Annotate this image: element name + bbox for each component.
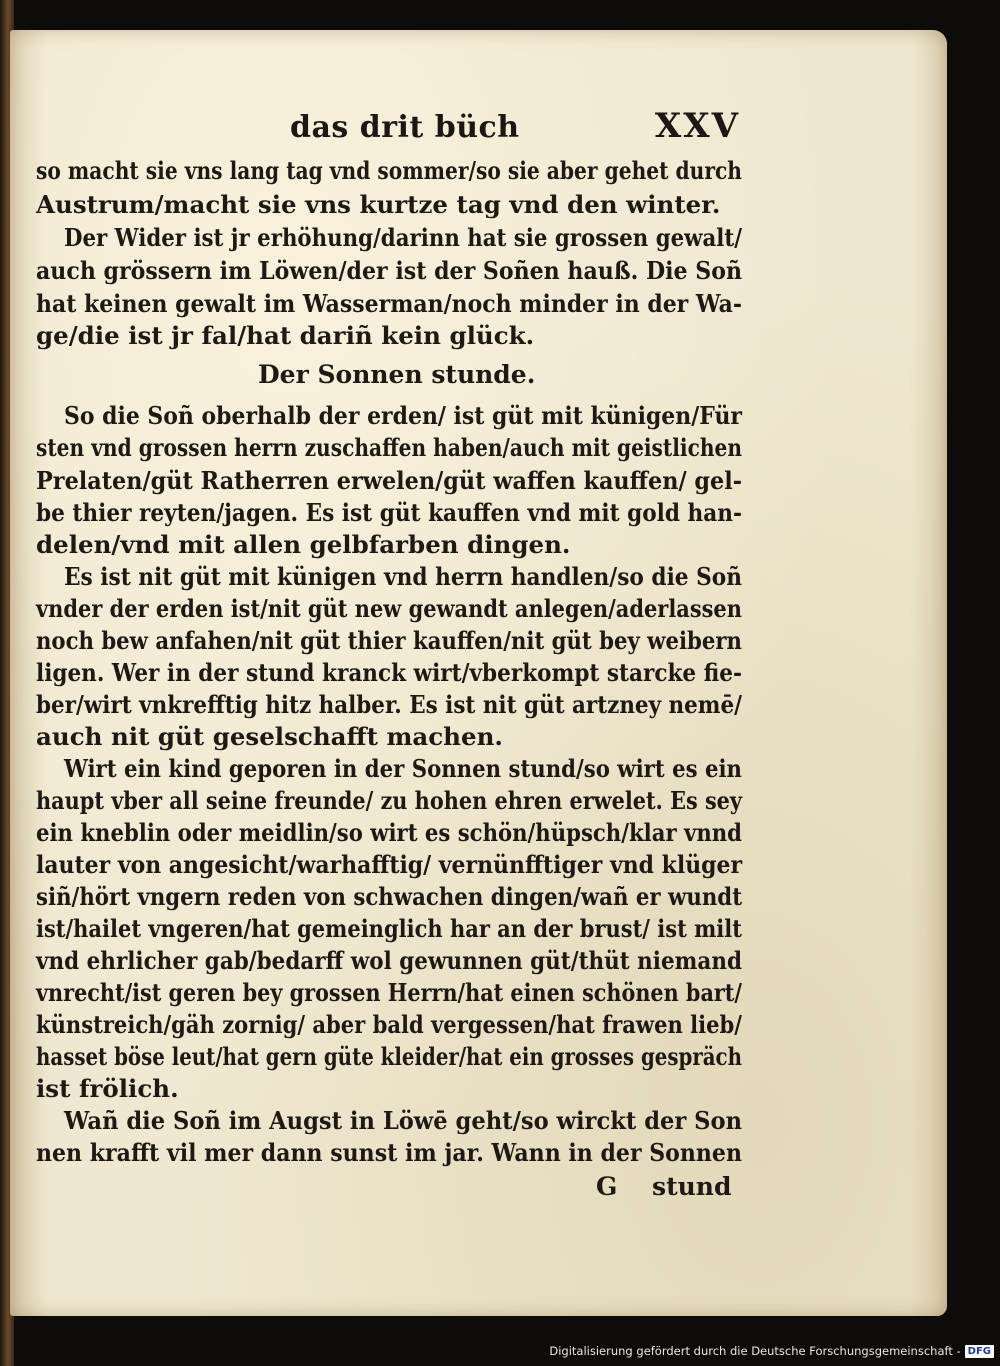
folio-number: XXV [654,106,740,146]
text-line: delen/vnd mit allen gelbfarben dingen. [36,530,571,559]
running-head: das drit büch [290,110,520,145]
catchword: stund [652,1172,732,1201]
text-line: Prelaten/güt Ratherren erwelen/güt waffen kauffen/ gel- [36,466,743,495]
text-line: siñ/hört vngern reden von schwachen dingen/wañ er wundt [36,882,743,911]
text-line: vnd ehrlicher gab/bedarff wol gewunnen güt/thüt niemand [36,946,742,975]
text-line: vnder der erden ist/nit güt new gewandt anlegen/aderlassen [36,594,742,623]
text-line: noch bew anfahen/nit güt thier kauffen/nit güt bey weibern [36,626,742,655]
text-line: Der Wider ist jr erhöhung/darinn hat sie grossen gewalt/ [64,223,743,252]
text-line: Wañ die Soñ im Augst in Löwē geht/so wirckt der Son [64,1106,743,1135]
text-line: ist/hailet vngeren/hat gemeinglich har an der brust/ ist milt [36,914,742,943]
text-line: ge/die ist jr fal/hat dariñ kein glück. [36,321,535,350]
text-line: nen krafft vil mer dann sunst im jar. Wann in der Sonnen [36,1138,742,1167]
text-line: lauter von angesicht/warhafftig/ vernünfftiger vnd klüger [36,850,743,879]
text-line: so macht sie vns lang tag vnd sommer/so sie aber gehet durch [36,156,742,185]
text-line: ist frölich. [36,1074,179,1103]
text-line: Austrum/macht sie vns kurtze tag vnd den winter. [36,190,721,219]
text-line: ber/wirt vnkrefftig hitz halber. Es ist nit güt artzney nemē/ [36,690,743,719]
digitization-credit [549,1344,994,1358]
catchword-line [596,1172,756,1206]
credit-text: Digitalisierung gefördert durch die Deutsche Forschungsgemeinschaft - [549,1344,961,1358]
signature-mark: G [596,1172,618,1201]
text-line: So die Soñ oberhalb der erden/ ist güt mit künigen/Für [64,401,742,430]
text-line: ligen. Wer in der stund kranck wirt/vberkompt starcke fie- [36,658,742,687]
dfg-logo: DFG [965,1345,994,1358]
text-line: vnrecht/ist geren bey grossen Herrn/hat einen schönen bart/ [36,978,742,1007]
section-heading: Der Sonnen stunde. [258,360,536,389]
text-line: haupt vber all seine freunde/ zu hohen ehren erwelet. Es sey [36,786,743,815]
text-line: Es ist nit güt mit künigen vnd herrn handlen/so die Soñ [64,562,743,591]
text-line: künstreich/gäh zornig/ aber bald vergessen/hat frawen lieb/ [36,1010,742,1039]
page-header [290,106,740,154]
text-line: hat keinen gewalt im Wasserman/noch minder in der Wa- [36,289,742,318]
text-line: hasset böse leut/hat gern güte kleider/hat ein grosses gespräch [36,1042,742,1071]
text-line: auch grössern im Löwen/der ist der Soñen hauß. Die Soñ [36,256,743,285]
text-line: sten vnd grossen herrn zuschaffen haben/auch mit geistlichen [36,433,743,462]
text-line: auch nit güt geselschafft machen. [36,722,503,751]
text-line: ein kneblin oder meidlin/so wirt es schön/hüpsch/klar vnnd [36,818,742,847]
text-line: be thier reyten/jagen. Es ist güt kauffen vnd mit gold han- [36,498,742,527]
text-line: Wirt ein kind geporen in der Sonnen stund/so wirt es ein [64,754,742,783]
